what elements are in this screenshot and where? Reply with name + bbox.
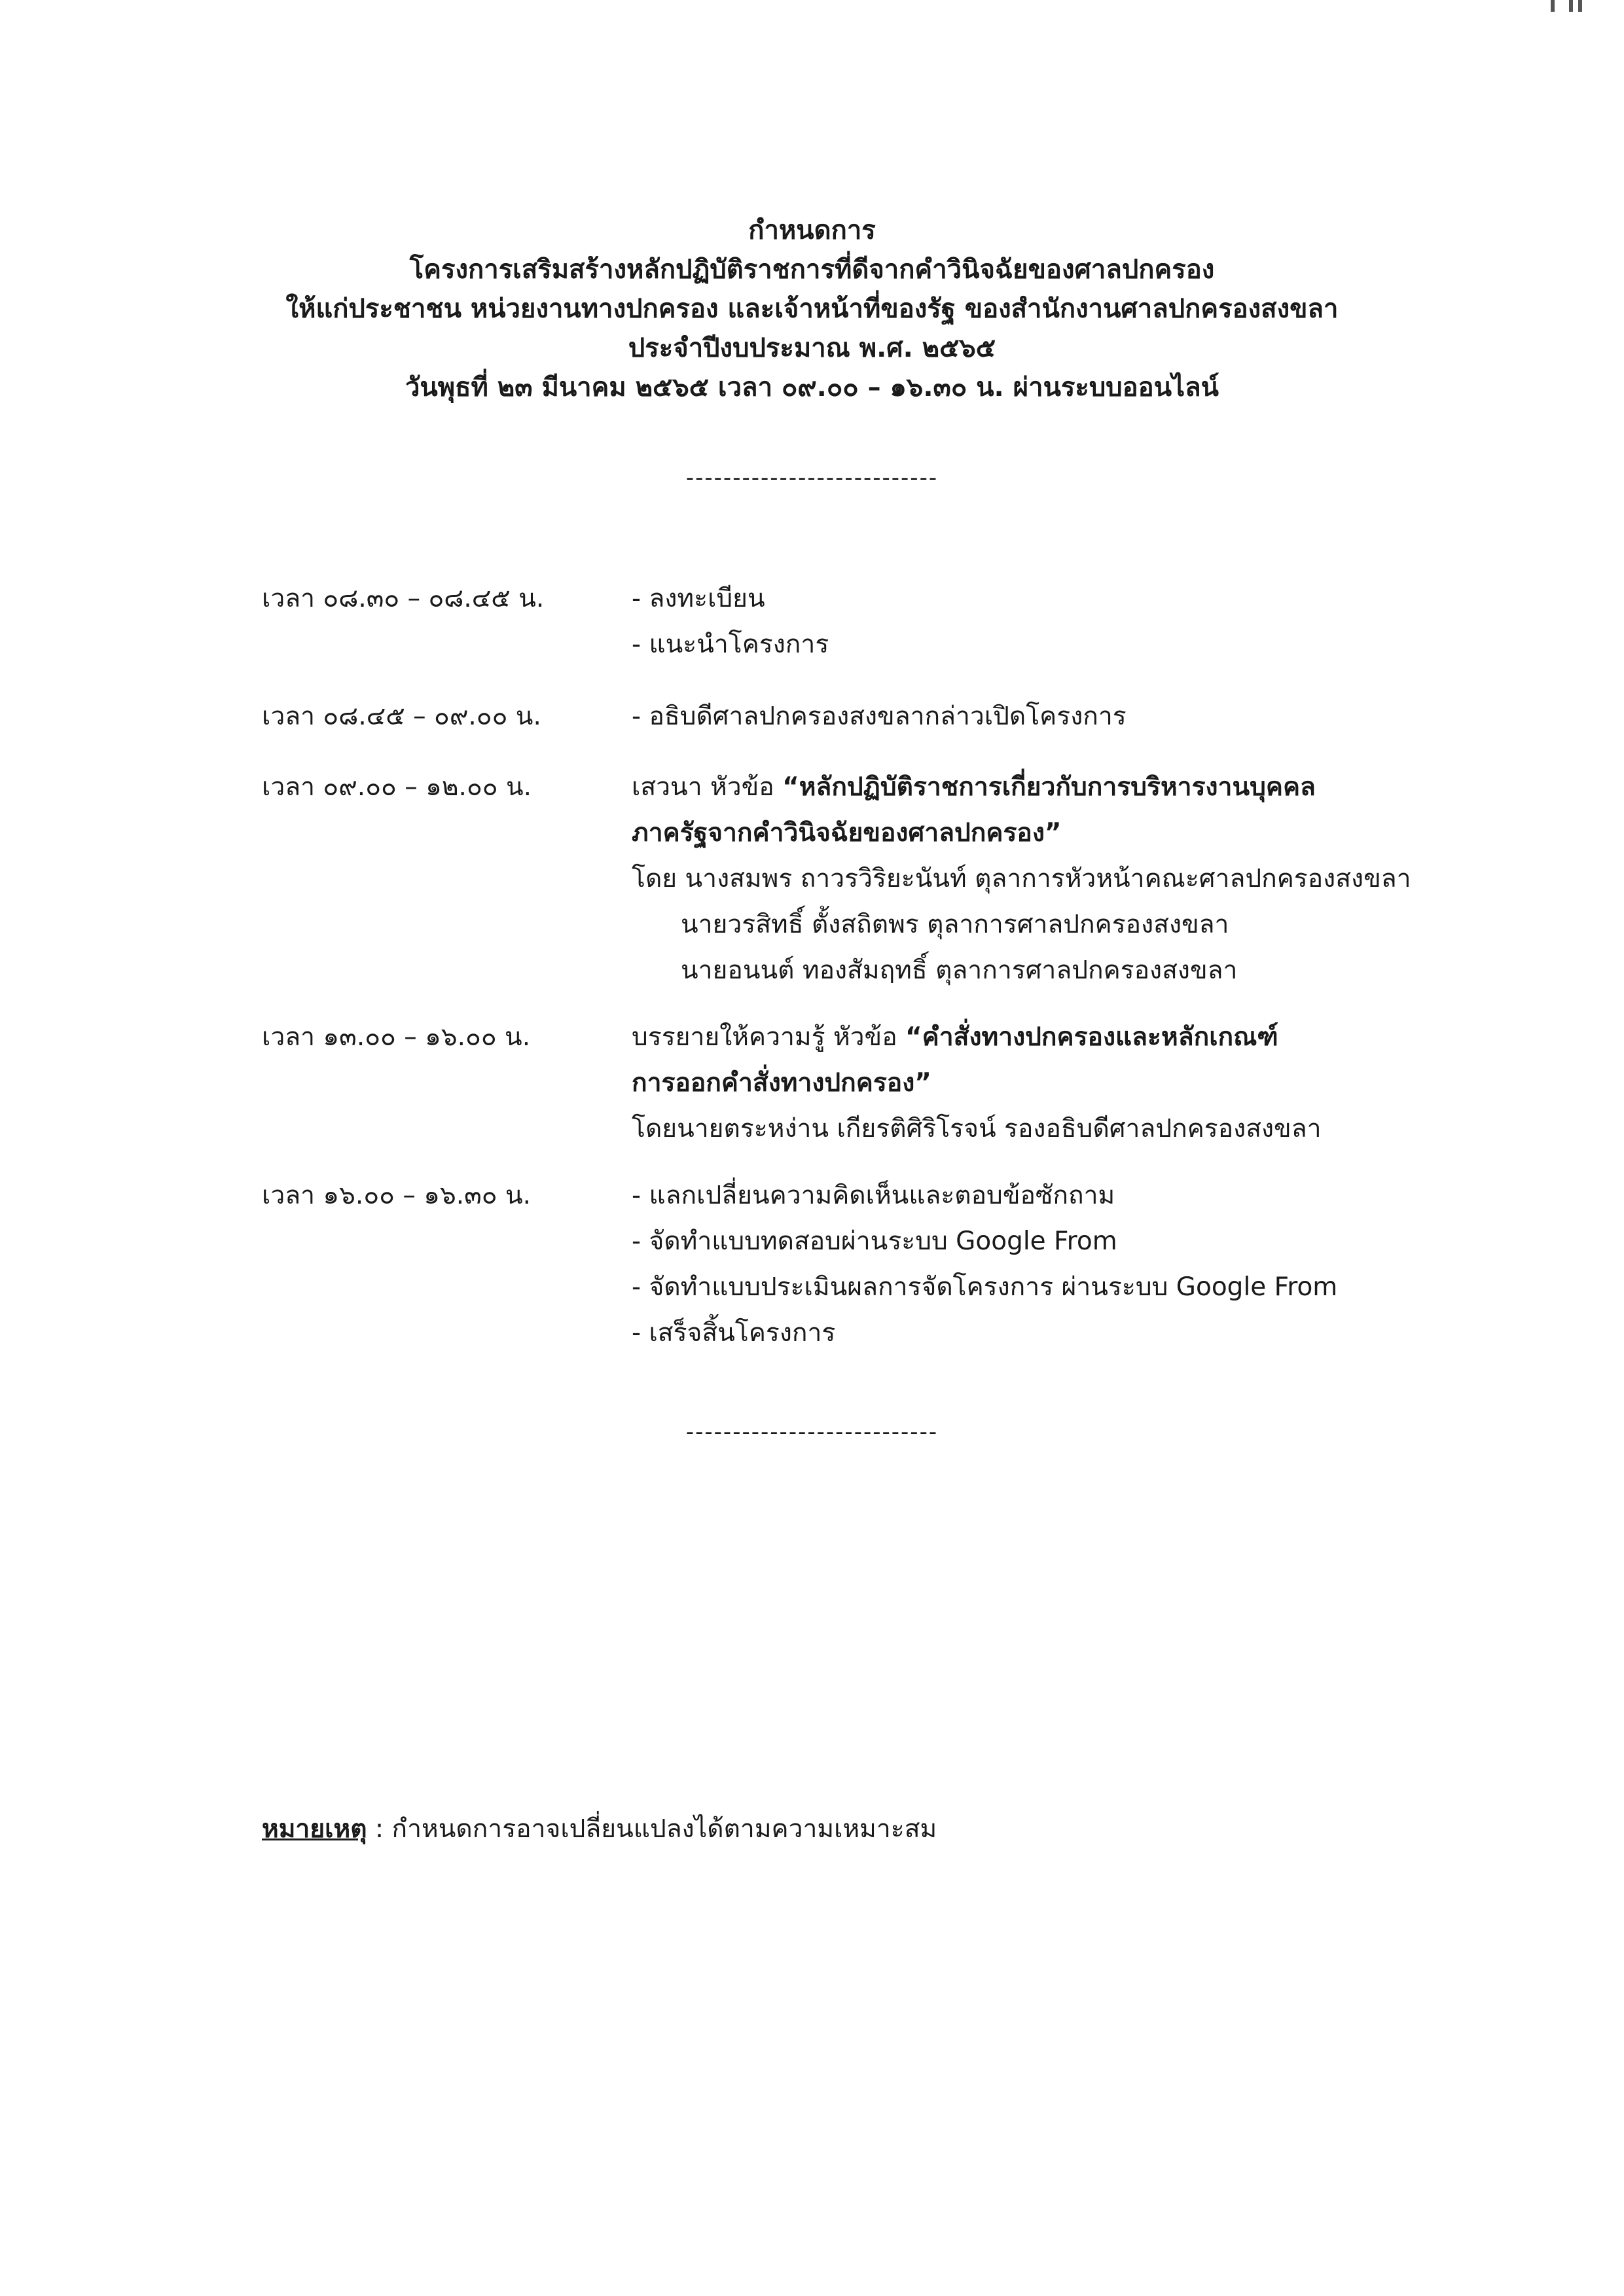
speaker-line: โดย นางสมพร ถาวรวิริยะนันท์ ตุลาการหัวหน้าคณะศาลปกครองสงขลา [632,864,1411,893]
schedule-topic-line [632,764,1411,810]
schedule-item: - จัดทำแบบประเมินผลการจัดโครงการ ผ่านระบบ Google From [632,1272,1338,1302]
header-project-name: โครงการเสริมสร้างหลักปฏิบัติราชการที่ดีจากคำวินิจฉัยของศาลปกครอง [409,255,1215,285]
schedule-item: - แนะนำโครงการ [632,630,829,659]
header-fiscal-year: ประจำปีงบประมาณ พ.ศ. ๒๕๖๕ [628,333,996,363]
session-topic: “คำสั่งทางปกครองและหลักเกณฑ์ [905,1022,1278,1052]
scan-artifact [1545,0,1585,13]
session-topic-cont: การออกคำสั่งทางปกครอง” [632,1068,931,1098]
remark-colon: : [367,1814,392,1844]
speaker-line: โดยนายตระหง่าน เกียรติศิริโรจน์ รองอธิบดีศาลปกครองสงขลา [632,1114,1322,1143]
schedule-items [632,694,1127,740]
schedule-items [632,576,829,668]
document-header [0,211,1624,407]
schedule-time: เวลา ๑๓.๐๐ – ๑๖.๐๐ น. [262,1022,531,1052]
session-type: เสวนา หัวข้อ [632,772,783,802]
header-target-audience: ให้แก่ประชาชน หน่วยงานทางปกครอง และเจ้าหน้าที่ของรัฐ ของสำนักงานศาลปกครองสงขลา [285,294,1339,324]
schedule-items [632,764,1411,994]
remark-label: หมายเหตุ [262,1814,367,1844]
schedule-item: - ลงทะเบียน [632,584,765,613]
schedule-item: - อธิบดีศาลปกครองสงขลากล่าวเปิดโครงการ [632,702,1127,731]
header-title: กำหนดการ [748,215,876,245]
schedule-item: - แลกเปลี่ยนความคิดเห็นและตอบข้อซักถาม [632,1181,1115,1210]
separator-top: --------------------------- [685,465,939,491]
schedule-items [632,1014,1322,1152]
schedule-time: เวลา ๐๘.๔๕ – ๐๙.๐๐ น. [262,702,541,731]
remark-text: กำหนดการอาจเปลี่ยนแปลงได้ตามความเหมาะสม [391,1814,937,1844]
schedule-item: - เสร็จสิ้นโครงการ [632,1318,836,1348]
session-topic: “หลักปฏิบัติราชการเกี่ยวกับการบริหารงานบุคคล [782,772,1316,802]
session-type: บรรยายให้ความรู้ หัวข้อ [632,1022,906,1052]
separator-bottom: --------------------------- [685,1419,939,1445]
schedule-time: เวลา ๐๘.๓๐ – ๐๘.๔๕ น. [262,584,545,613]
schedule-time: เวลา ๐๙.๐๐ – ๑๒.๐๐ น. [262,772,532,802]
speaker-line: นายวรสิทธิ์ ตั้งสถิตพร ตุลาการศาลปกครองสงขลา [681,910,1229,939]
schedule-topic-line [632,1014,1322,1060]
header-date-time: วันพุธที่ ๒๓ มีนาคม ๒๕๖๕ เวลา ๐๙.๐๐ – ๑๖.๓๐ น. ผ่านระบบออนไลน์ [405,372,1219,403]
session-topic-cont: ภาครัฐจากคำวินิจฉัยของศาลปกครอง” [632,818,1062,848]
schedule-item: - จัดทำแบบทดสอบผ่านระบบ Google From [632,1227,1117,1256]
speaker-line: นายอนนต์ ทองสัมฤทธิ์ ตุลาการศาลปกครองสงขลา [681,956,1238,985]
schedule-time: เวลา ๑๖.๐๐ – ๑๖.๓๐ น. [262,1181,532,1210]
schedule-items [632,1173,1337,1356]
remark-note [262,1806,937,1852]
